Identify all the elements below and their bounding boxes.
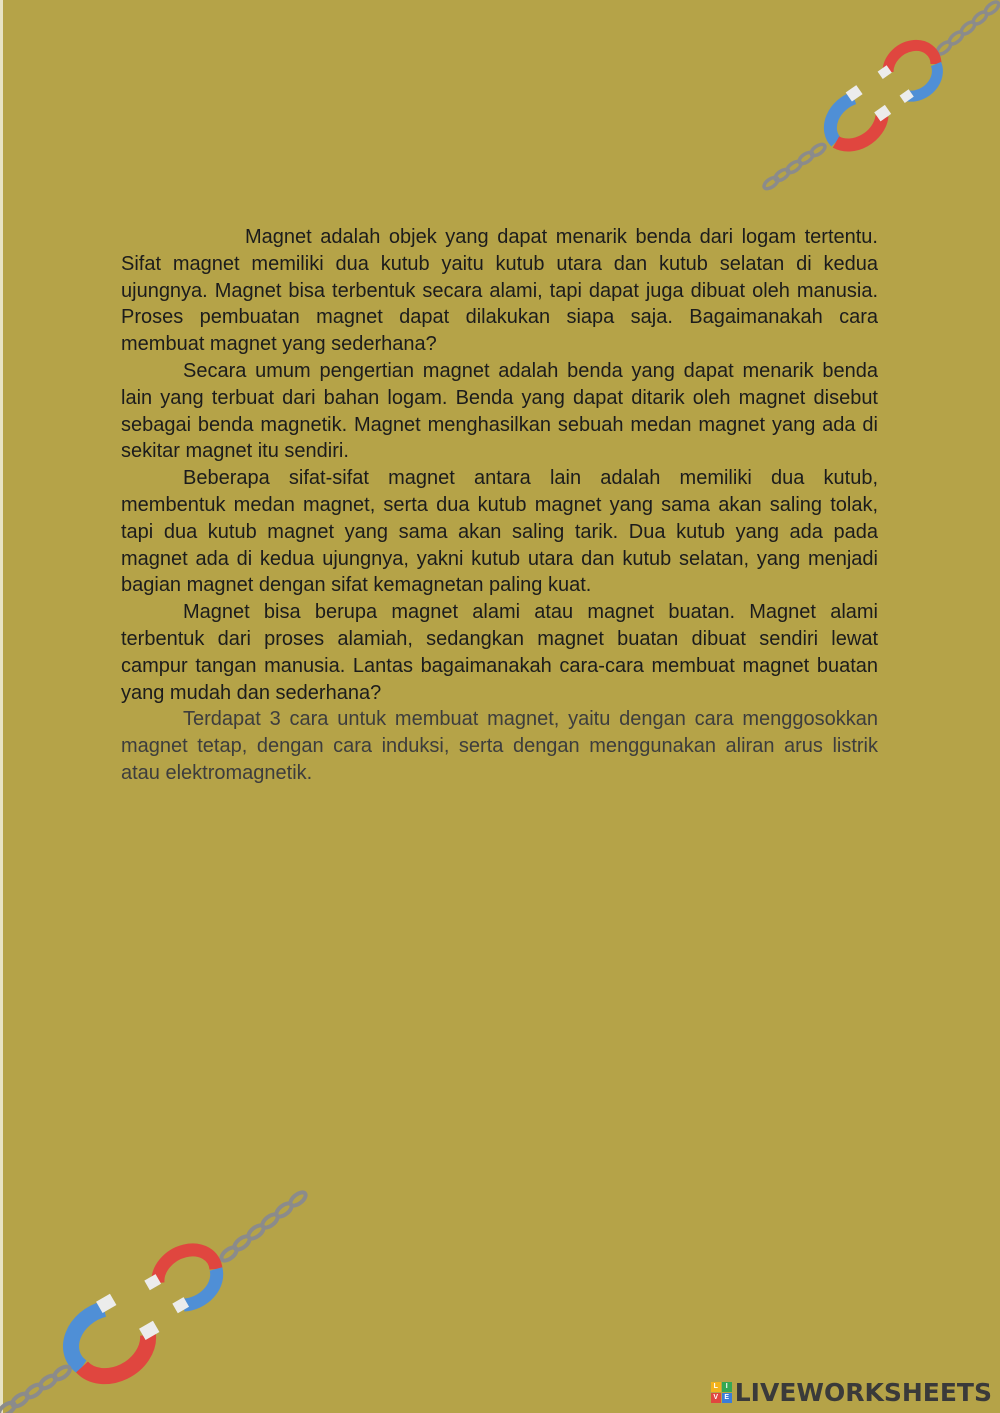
logo-letter: E: [722, 1393, 732, 1403]
horseshoe-magnet-upper-icon: [144, 1250, 216, 1313]
liveworksheets-logo-icon: [711, 1382, 732, 1403]
paragraph-5: Terdapat 3 cara untuk membuat magnet, yaitu dengan cara menggosokkan magnet tetap, dengan cara induksi, serta dengan menggunakan aliran arus listrik atau elektromagnetik.: [121, 708, 878, 784]
chain-upper-icon: [935, 0, 1000, 56]
liveworksheets-watermark: [711, 1375, 992, 1409]
article-body: [121, 224, 878, 787]
horseshoe-magnet-upper-icon: [878, 45, 938, 103]
horseshoe-magnet-lower-icon: [830, 85, 891, 145]
chain-lower-icon: [762, 142, 827, 191]
horseshoe-magnet-lower-icon: [71, 1294, 159, 1376]
chain-lower-icon: [0, 1364, 72, 1413]
chain-magnets-bottom-icon: [0, 1185, 310, 1413]
paragraph-2: Secara umum pengertian magnet adalah benda yang dapat menarik benda lain yang terbuat dari bahan logam. Benda yang dapat ditarik oleh magnet disebut sebagai benda magnetik. Magnet menghasilkan sebuah medan magnet yang ada di sekitar magnet itu sendiri.: [121, 359, 878, 463]
logo-letter: I: [722, 1382, 732, 1392]
paragraph-1: Magnet adalah objek yang dapat menarik benda dari logam tertentu. Sifat magnet memiliki dua kutub yaitu kutub utara dan kutub selatan di kedua ujungnya. Magnet bisa terbentuk secara alami, tapi dapat juga dibuat oleh manusia. Proses pembuatan magnet dapat dilakukan siapa saja. Bagaimanakah cara membuat magnet yang sederhana?: [121, 226, 878, 356]
chain-upper-icon: [219, 1190, 308, 1263]
chain-magnets-top-icon: [740, 0, 1000, 200]
logo-letter: V: [711, 1393, 721, 1403]
logo-letter: L: [711, 1382, 721, 1392]
watermark-text: LIVEWORKSHEETS: [734, 1377, 992, 1407]
paragraph-4: Magnet bisa berupa magnet alami atau magnet buatan. Magnet alami terbentuk dari proses alamiah, sedangkan magnet buatan dibuat sendiri lewat campur tangan manusia. Lantas bagaimanakah cara-cara membuat magnet buatan yang mudah dan sederhana?: [121, 601, 878, 704]
paragraph-3: Beberapa sifat-sifat magnet antara lain adalah memiliki dua kutub, membentuk medan magnet, serta dua kutub magnet yang sama akan saling tolak, tapi dua kutub magnet yang sama akan saling tarik. Dua kutub yang ada pada magnet ada di kedua ujungnya, yakni kutub utara dan kutub selatan, yang menjadi bagian magnet dengan sifat kemagnetan paling kuat.: [121, 467, 878, 597]
